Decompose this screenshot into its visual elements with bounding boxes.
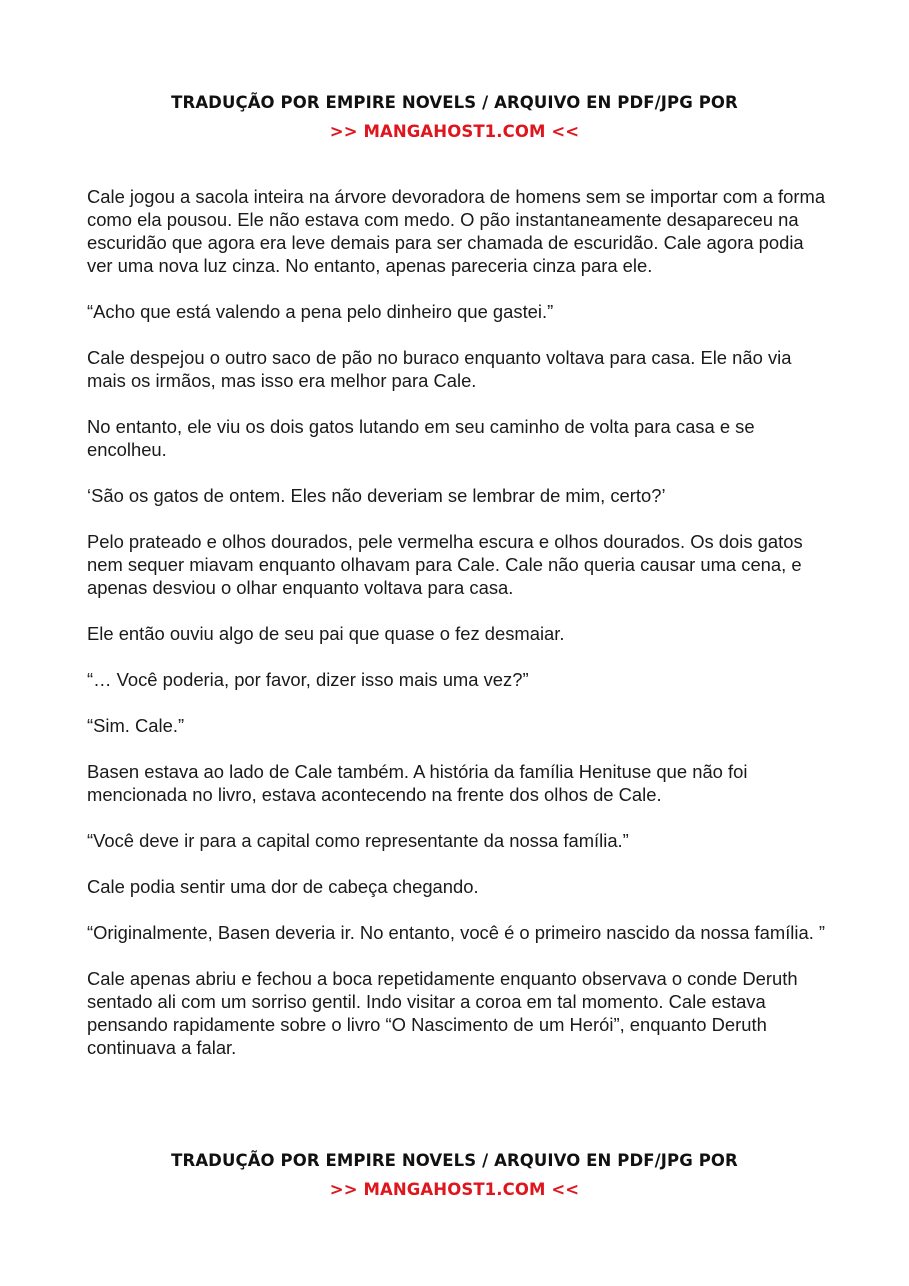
header-credit [0, 88, 909, 146]
paragraph: “… Você poderia, por favor, dizer isso mais uma vez?” [87, 669, 529, 690]
chapter-body [87, 185, 827, 1082]
paragraph: “Você deve ir para a capital como representante da nossa família.” [87, 830, 629, 851]
paragraph: “Originalmente, Basen deveria ir. No entanto, você é o primeiro nascido da nossa família. ” [87, 922, 826, 943]
paragraph: ‘São os gatos de ontem. Eles não deveriam se lembrar de mim, certo?’ [87, 485, 666, 506]
header-credit-site-link[interactable]: >> MANGAHOST1.COM << [329, 122, 580, 141]
header-credit-translation: TRADUÇÃO POR EMPIRE NOVELS / ARQUIVO EN PDF/JPG POR [171, 93, 738, 112]
footer-credit-translation: TRADUÇÃO POR EMPIRE NOVELS / ARQUIVO EN PDF/JPG POR [171, 1151, 738, 1170]
paragraph: Pelo prateado e olhos dourados, pele vermelha escura e olhos dourados. Os dois gatos nem sequer miavam enquanto olhavam para Cale. Cale não queria causar uma cena, e apenas desviou o olhar enquanto voltava para casa. [87, 531, 803, 598]
paragraph: Basen estava ao lado de Cale também. A história da família Henituse que não foi mencionada no livro, estava acontecendo na frente dos olhos de Cale. [87, 761, 748, 805]
paragraph: Cale podia sentir uma dor de cabeça chegando. [87, 876, 479, 897]
paragraph: No entanto, ele viu os dois gatos lutando em seu caminho de volta para casa e se encolheu. [87, 416, 755, 460]
footer-credit [0, 1146, 909, 1204]
paragraph: Cale apenas abriu e fechou a boca repetidamente enquanto observava o conde Deruth sentado ali com um sorriso gentil. Indo visitar a coroa em tal momento. Cale estava pensando rapidamente sobre o livro “O Nascimento de um Herói”, enquanto Deruth continuava a falar. [87, 968, 798, 1058]
paragraph: “Acho que está valendo a pena pelo dinheiro que gastei.” [87, 301, 554, 322]
paragraph: Cale despejou o outro saco de pão no buraco enquanto voltava para casa. Ele não via mais os irmãos, mas isso era melhor para Cale. [87, 347, 792, 391]
paragraph: Ele então ouviu algo de seu pai que quase o fez desmaiar. [87, 623, 565, 644]
footer-credit-site-link[interactable]: >> MANGAHOST1.COM << [329, 1180, 580, 1199]
paragraph: Cale jogou a sacola inteira na árvore devoradora de homens sem se importar com a forma como ela pousou. Ele não estava com medo. O pão instantaneamente desapareceu na escuridão que agora era leve demais para ser chamada de escuridão. Cale agora podia ver uma nova luz cinza. No entanto, apenas pareceria cinza para ele. [87, 186, 826, 276]
paragraph: “Sim. Cale.” [87, 715, 185, 736]
